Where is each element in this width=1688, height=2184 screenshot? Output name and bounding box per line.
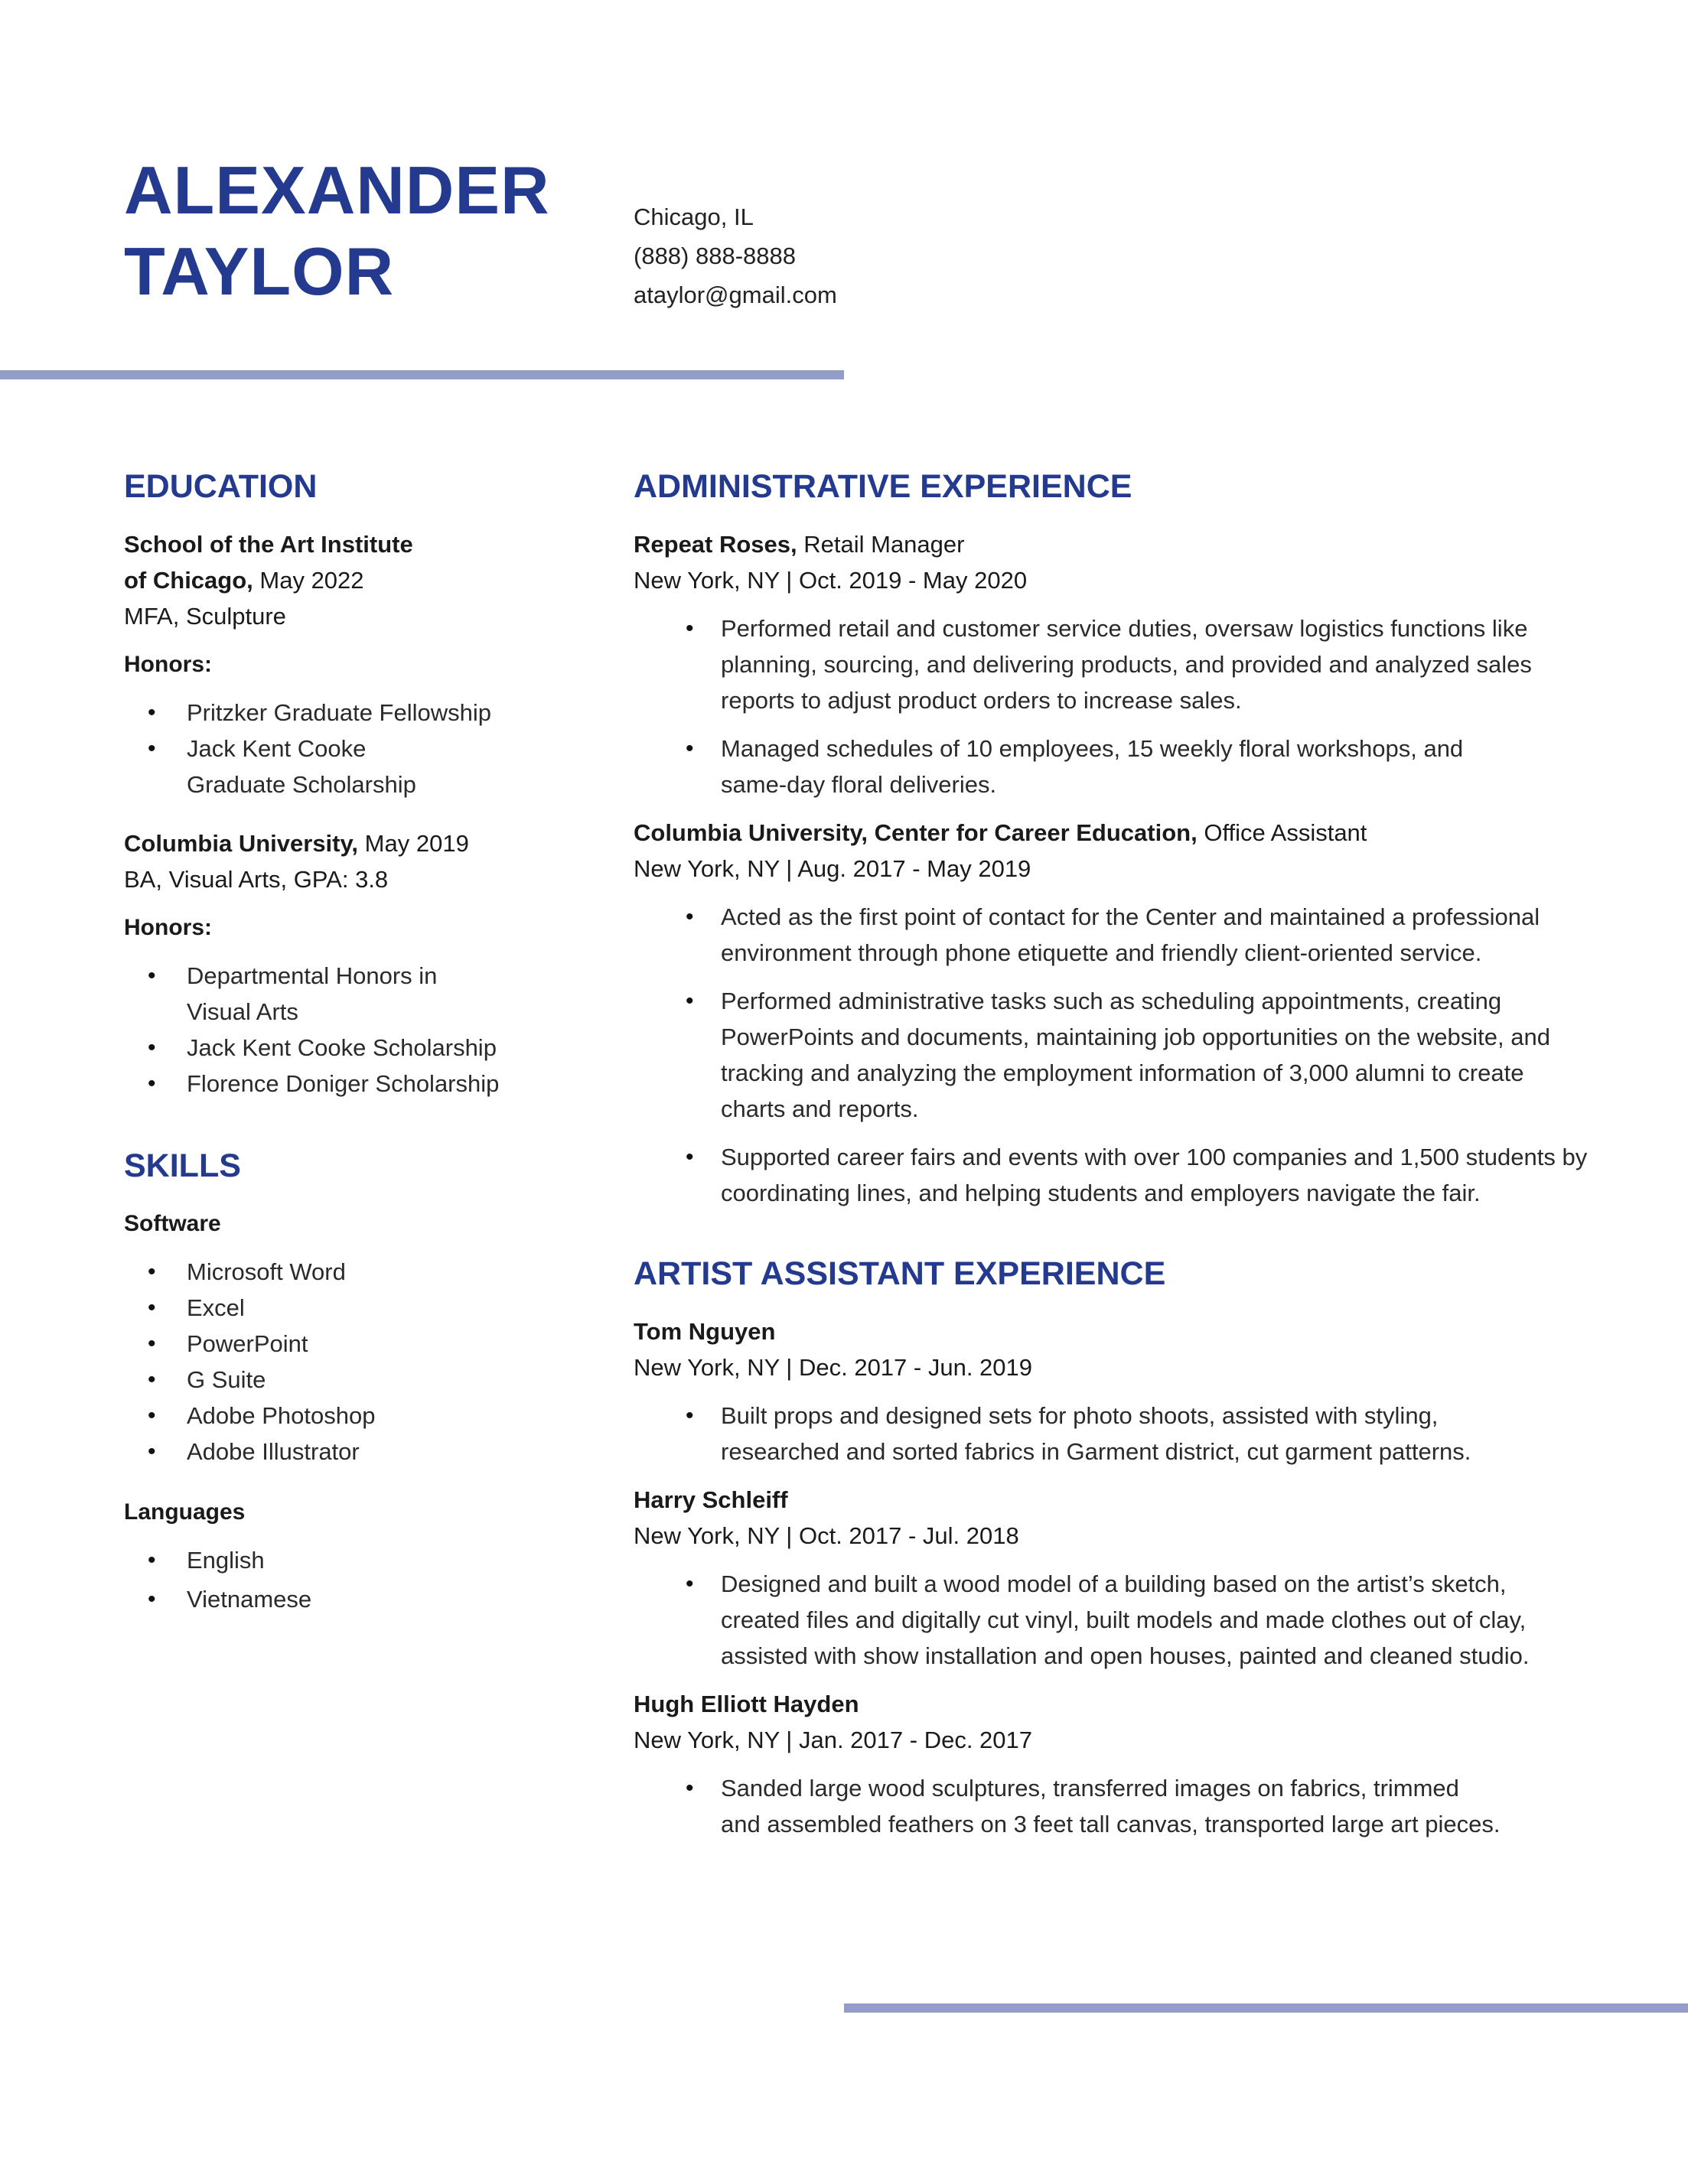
bullet-line: coordinating lines, and helping students and employers navigate the fair.	[721, 1180, 1481, 1206]
job-meta: New York, NY | Jan. 2017 - Dec. 2017	[634, 1727, 1033, 1753]
honors-label: Honors:	[124, 915, 212, 940]
bottom-divider	[844, 2003, 1688, 2013]
name-line-2: TAYLOR	[124, 233, 395, 309]
software-list	[124, 1254, 552, 1470]
email: ataylor@gmail.com	[634, 282, 837, 308]
list-item: • Jack Kent Cooke	[124, 731, 552, 767]
candidate-name	[124, 150, 550, 312]
list-item	[634, 731, 1598, 802]
list-item	[634, 610, 1598, 718]
bullet-line: planning, sourcing, and delivering products, and provided and analyzed sales	[721, 651, 1532, 678]
employer: Harry Schleiff	[634, 1486, 788, 1513]
honors-label: Honors:	[124, 652, 212, 677]
languages-list	[124, 1542, 552, 1617]
job-meta: New York, NY | Aug. 2017 - May 2019	[634, 855, 1031, 882]
bullet-line: • Managed schedules of 10 employees, 15 weekly floral workshops, and	[721, 735, 1464, 762]
list-item	[634, 899, 1598, 971]
admin-experience-title: ADMINISTRATIVE EXPERIENCE	[634, 468, 1132, 505]
list-item: • Departmental Honors in	[124, 958, 552, 994]
list-item	[634, 1566, 1598, 1674]
list-item: • Florence Doniger Scholarship	[124, 1066, 552, 1102]
job-bullets	[634, 1566, 1598, 1674]
job-heading	[634, 526, 1598, 562]
software-label: Software	[124, 1211, 221, 1236]
job-meta: New York, NY | Dec. 2017 - Jun. 2019	[634, 1354, 1033, 1381]
list-item: • English	[124, 1542, 552, 1578]
bullet-line: reports to adjust product orders to increase sales.	[721, 687, 1242, 714]
school-name-line-1: School of the Art Institute	[124, 531, 413, 558]
education-entry-2	[124, 825, 552, 1102]
job-role: Office Assistant	[1197, 819, 1367, 846]
degree: BA, Visual Arts, GPA: 3.8	[124, 866, 389, 893]
artist-experience-title: ARTIST ASSISTANT EXPERIENCE	[634, 1255, 1166, 1292]
bullet-line: • Supported career fairs and events with over 100 companies and 1,500 students by	[721, 1144, 1588, 1170]
job-meta: New York, NY | Oct. 2017 - Jul. 2018	[634, 1522, 1019, 1549]
honors-list	[124, 958, 552, 1102]
job-bullets	[634, 1398, 1598, 1470]
list-item	[634, 1770, 1598, 1842]
job-bullets	[634, 1770, 1598, 1842]
location: Chicago, IL	[634, 203, 754, 230]
bullet-line: • Designed and built a wood model of a building based on the artist’s sketch,	[721, 1570, 1507, 1597]
contact-block	[634, 197, 837, 314]
bullet-line: PowerPoints and documents, maintaining job opportunities on the website, and	[721, 1024, 1550, 1050]
list-item: • Jack Kent Cooke Scholarship	[124, 1030, 552, 1066]
job-meta: New York, NY | Oct. 2019 - May 2020	[634, 567, 1028, 594]
employer: Repeat Roses,	[634, 531, 797, 558]
list-item: • Microsoft Word	[124, 1254, 552, 1290]
bullet-line: • Performed administrative tasks such as scheduling appointments, creating	[721, 988, 1502, 1014]
bullet-line: researched and sorted fabrics in Garment district, cut garment patterns.	[721, 1438, 1471, 1465]
job-heading	[634, 815, 1598, 851]
bullet-line: • Acted as the first point of contact for the Center and maintained a professional	[721, 903, 1540, 930]
left-column	[124, 464, 552, 1617]
top-divider	[0, 370, 844, 379]
job-entry	[634, 815, 1598, 1211]
school-date: May 2019	[358, 830, 469, 857]
list-item: • Adobe Photoshop	[124, 1398, 552, 1434]
list-item: • Excel	[124, 1290, 552, 1326]
bullet-line: and assembled feathers on 3 feet tall canvas, transported large art pieces.	[721, 1811, 1501, 1837]
list-item: • Pritzker Graduate Fellowship	[124, 695, 552, 731]
bullet-line: created files and digitally cut vinyl, built models and made clothes out of clay,	[721, 1606, 1527, 1633]
job-entry	[634, 1313, 1598, 1470]
skills-title: SKILLS	[124, 1147, 241, 1184]
honors-list	[124, 695, 552, 802]
bullet-line: • Sanded large wood sculptures, transferred images on fabrics, trimmed	[721, 1775, 1459, 1802]
bullet-line: charts and reports.	[721, 1095, 919, 1122]
bullet-line: tracking and analyzing the employment information of 3,000 alumni to create	[721, 1059, 1524, 1086]
education-entry-1	[124, 526, 552, 802]
list-item: • Vietnamese	[124, 1581, 552, 1617]
education-title: EDUCATION	[124, 468, 318, 505]
school-name-2: of Chicago,	[124, 567, 253, 594]
bullet-line: assisted with show installation and open houses, painted and cleaned studio.	[721, 1642, 1530, 1669]
job-entry	[634, 526, 1598, 802]
bullet-line: same-day floral deliveries.	[721, 771, 997, 798]
school-date: May 2022	[253, 567, 364, 594]
name-line-1: ALEXANDER	[124, 152, 550, 228]
list-item	[634, 983, 1598, 1127]
list-item-continuation: Graduate Scholarship	[187, 771, 416, 798]
phone: (888) 888-8888	[634, 242, 796, 269]
job-bullets	[634, 610, 1598, 802]
list-item: • G Suite	[124, 1362, 552, 1398]
employer: Tom Nguyen	[634, 1318, 776, 1345]
employer: Columbia University, Center for Career Education,	[634, 819, 1198, 846]
list-item	[634, 1139, 1598, 1211]
job-entry	[634, 1482, 1598, 1674]
list-item: • PowerPoint	[124, 1326, 552, 1362]
bullet-line: environment through phone etiquette and friendly client-oriented service.	[721, 939, 1482, 966]
job-role: Retail Manager	[797, 531, 965, 558]
degree: MFA, Sculpture	[124, 603, 286, 630]
languages-label: Languages	[124, 1499, 246, 1525]
list-item	[634, 1398, 1598, 1470]
job-bullets	[634, 899, 1598, 1211]
school-name-line-2	[124, 562, 552, 598]
school-name: Columbia University,	[124, 830, 359, 857]
bullet-line: • Built props and designed sets for photo shoots, assisted with styling,	[721, 1402, 1439, 1429]
job-entry	[634, 1686, 1598, 1842]
right-column	[634, 464, 1598, 1854]
employer: Hugh Elliott Hayden	[634, 1691, 859, 1717]
list-item-continuation: Visual Arts	[187, 998, 298, 1025]
list-item: • Adobe Illustrator	[124, 1434, 552, 1470]
bullet-line: • Performed retail and customer service duties, oversaw logistics functions like	[721, 615, 1528, 642]
school-name-line	[124, 825, 552, 861]
